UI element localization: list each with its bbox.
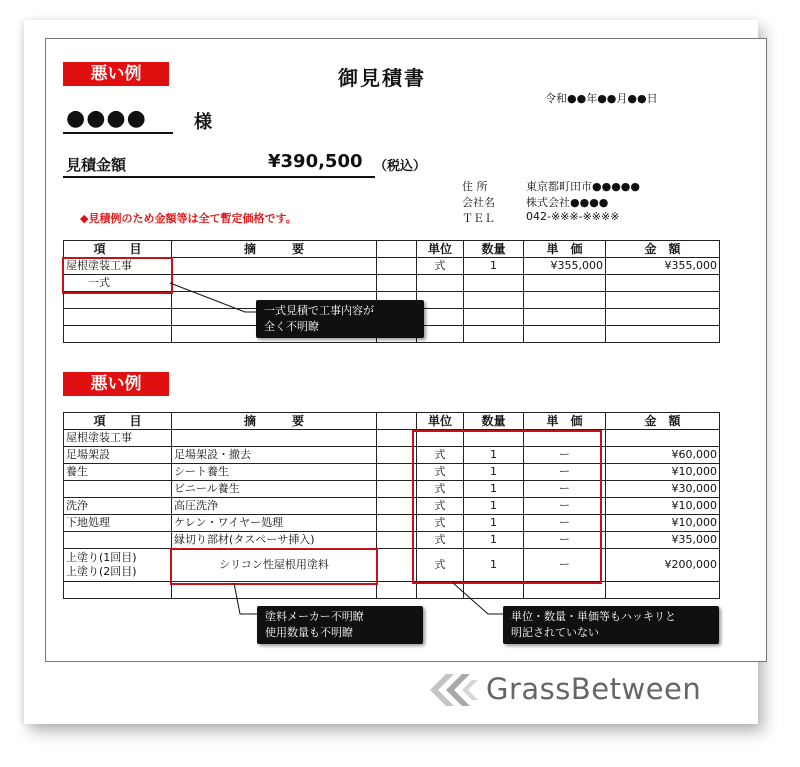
issue-date: 令和●●年●●月●●日 bbox=[545, 92, 658, 105]
row-unit: 式 bbox=[417, 532, 464, 549]
row-description: 縁切り部材(タスペーサ挿入) bbox=[172, 532, 377, 549]
tel-value: 042-※※※-※※※※ bbox=[526, 210, 620, 223]
row-amount: ¥200,000 bbox=[606, 549, 720, 582]
double-chevron-icon bbox=[428, 670, 484, 710]
row-quantity: 1 bbox=[464, 447, 524, 464]
row-unit-price: ー bbox=[524, 532, 606, 549]
row-unit-price: ¥355,000 bbox=[524, 258, 606, 275]
row-item: 屋根塗装工事 bbox=[64, 430, 172, 447]
row-unit: 式 bbox=[417, 498, 464, 515]
brand-logo bbox=[428, 670, 748, 710]
tax-note: （税込） bbox=[374, 159, 427, 174]
address-label: 住 所 bbox=[462, 180, 488, 193]
callout-line: 単位・数量・単価等もハッキリと bbox=[511, 610, 676, 623]
header-unit-price: 単 価 bbox=[524, 241, 606, 258]
connector-unit-clarity bbox=[453, 583, 504, 614]
row-unit-price: ー bbox=[524, 549, 606, 582]
row-description: ケレン・ワイヤー処理 bbox=[172, 515, 377, 532]
row-description: シート養生 bbox=[172, 464, 377, 481]
header-item: 項 目 bbox=[64, 241, 172, 258]
row-quantity: 1 bbox=[464, 532, 524, 549]
row-item: 一式 bbox=[64, 275, 172, 292]
row-quantity: 1 bbox=[464, 481, 524, 498]
row-item: 下地処理 bbox=[64, 515, 172, 532]
row-unit: 式 bbox=[417, 549, 464, 582]
client-honorific: 様 bbox=[194, 112, 212, 133]
row-quantity: 1 bbox=[464, 464, 524, 481]
header-amount: 金 額 bbox=[606, 241, 720, 258]
bad-example-badge: 悪い例 bbox=[63, 62, 169, 86]
row-item: 足場架設 bbox=[64, 447, 172, 464]
row-item: 洗浄 bbox=[64, 498, 172, 515]
row-amount: ¥30,000 bbox=[606, 481, 720, 498]
row-amount: ¥355,000 bbox=[606, 258, 720, 275]
company-name-value: 株式会社●●●● bbox=[526, 196, 609, 209]
row-description: シリコン性屋根用塗料 bbox=[172, 549, 377, 582]
row-unit: 式 bbox=[417, 515, 464, 532]
row-unit: 式 bbox=[417, 481, 464, 498]
row-amount: ¥10,000 bbox=[606, 464, 720, 481]
row-unit-price: ー bbox=[524, 498, 606, 515]
row-item: 養生 bbox=[64, 464, 172, 481]
header-unit: 単位 bbox=[417, 413, 464, 430]
row-description: ビニール養生 bbox=[172, 481, 377, 498]
tel-label: ＴＥＬ bbox=[462, 212, 495, 225]
row-unit: 式 bbox=[417, 447, 464, 464]
connector-paint bbox=[234, 583, 258, 614]
company-name-label: 会社名 bbox=[462, 196, 495, 209]
header-unit: 単位 bbox=[417, 241, 464, 258]
header-description: 摘 要 bbox=[172, 241, 377, 258]
header-amount: 金 額 bbox=[606, 413, 720, 430]
row-unit: 式 bbox=[417, 258, 464, 275]
amount-label: 見積金額 bbox=[66, 156, 127, 174]
header-description: 摘 要 bbox=[172, 413, 377, 430]
row-unit-price: ー bbox=[524, 447, 606, 464]
document-title: 御見積書 bbox=[338, 66, 426, 90]
row-quantity: 1 bbox=[464, 498, 524, 515]
row-quantity: 1 bbox=[464, 515, 524, 532]
header-item: 項 目 bbox=[64, 413, 172, 430]
callout-line: 全く不明瞭 bbox=[264, 320, 319, 333]
row-description: 足場架設・撤去 bbox=[172, 447, 377, 464]
connector-lump-sum bbox=[170, 283, 258, 312]
client-name: ●●●● bbox=[66, 106, 147, 131]
row-quantity: 1 bbox=[464, 258, 524, 275]
callout-line: 一式見積で工事内容が bbox=[264, 304, 374, 317]
row-description: 高圧洗浄 bbox=[172, 498, 377, 515]
row-amount: ¥60,000 bbox=[606, 447, 720, 464]
address-value: 東京都町田市●●●●● bbox=[526, 180, 640, 193]
amount-value: ¥390,500 bbox=[268, 151, 363, 172]
row-amount: ¥35,000 bbox=[606, 532, 720, 549]
row-unit-price: ー bbox=[524, 481, 606, 498]
row-unit-price: ー bbox=[524, 464, 606, 481]
callout-line: 明記されていない bbox=[511, 626, 599, 639]
row-amount: ¥10,000 bbox=[606, 515, 720, 532]
header-quantity: 数量 bbox=[464, 241, 524, 258]
callout-line: 塗料メーカー不明瞭 bbox=[265, 610, 364, 623]
row-unit: 式 bbox=[417, 464, 464, 481]
coat-item-2: 上塗り(2回目) bbox=[66, 565, 137, 578]
bad-example-badge-2: 悪い例 bbox=[63, 372, 169, 396]
provisional-notice: ◆見積例のため金額等は全て暫定価格です。 bbox=[80, 212, 297, 225]
row-amount: ¥10,000 bbox=[606, 498, 720, 515]
header-unit-price: 単 価 bbox=[524, 413, 606, 430]
callout-line: 使用数量も不明瞭 bbox=[265, 626, 353, 639]
row-item: 屋根塗装工事 bbox=[64, 258, 172, 275]
header-quantity: 数量 bbox=[464, 413, 524, 430]
coat-item-1: 上塗り(1回目) bbox=[66, 551, 137, 564]
row-quantity: 1 bbox=[464, 549, 524, 582]
row-unit-price: ー bbox=[524, 515, 606, 532]
brand-name: GrassBetween bbox=[486, 672, 702, 706]
